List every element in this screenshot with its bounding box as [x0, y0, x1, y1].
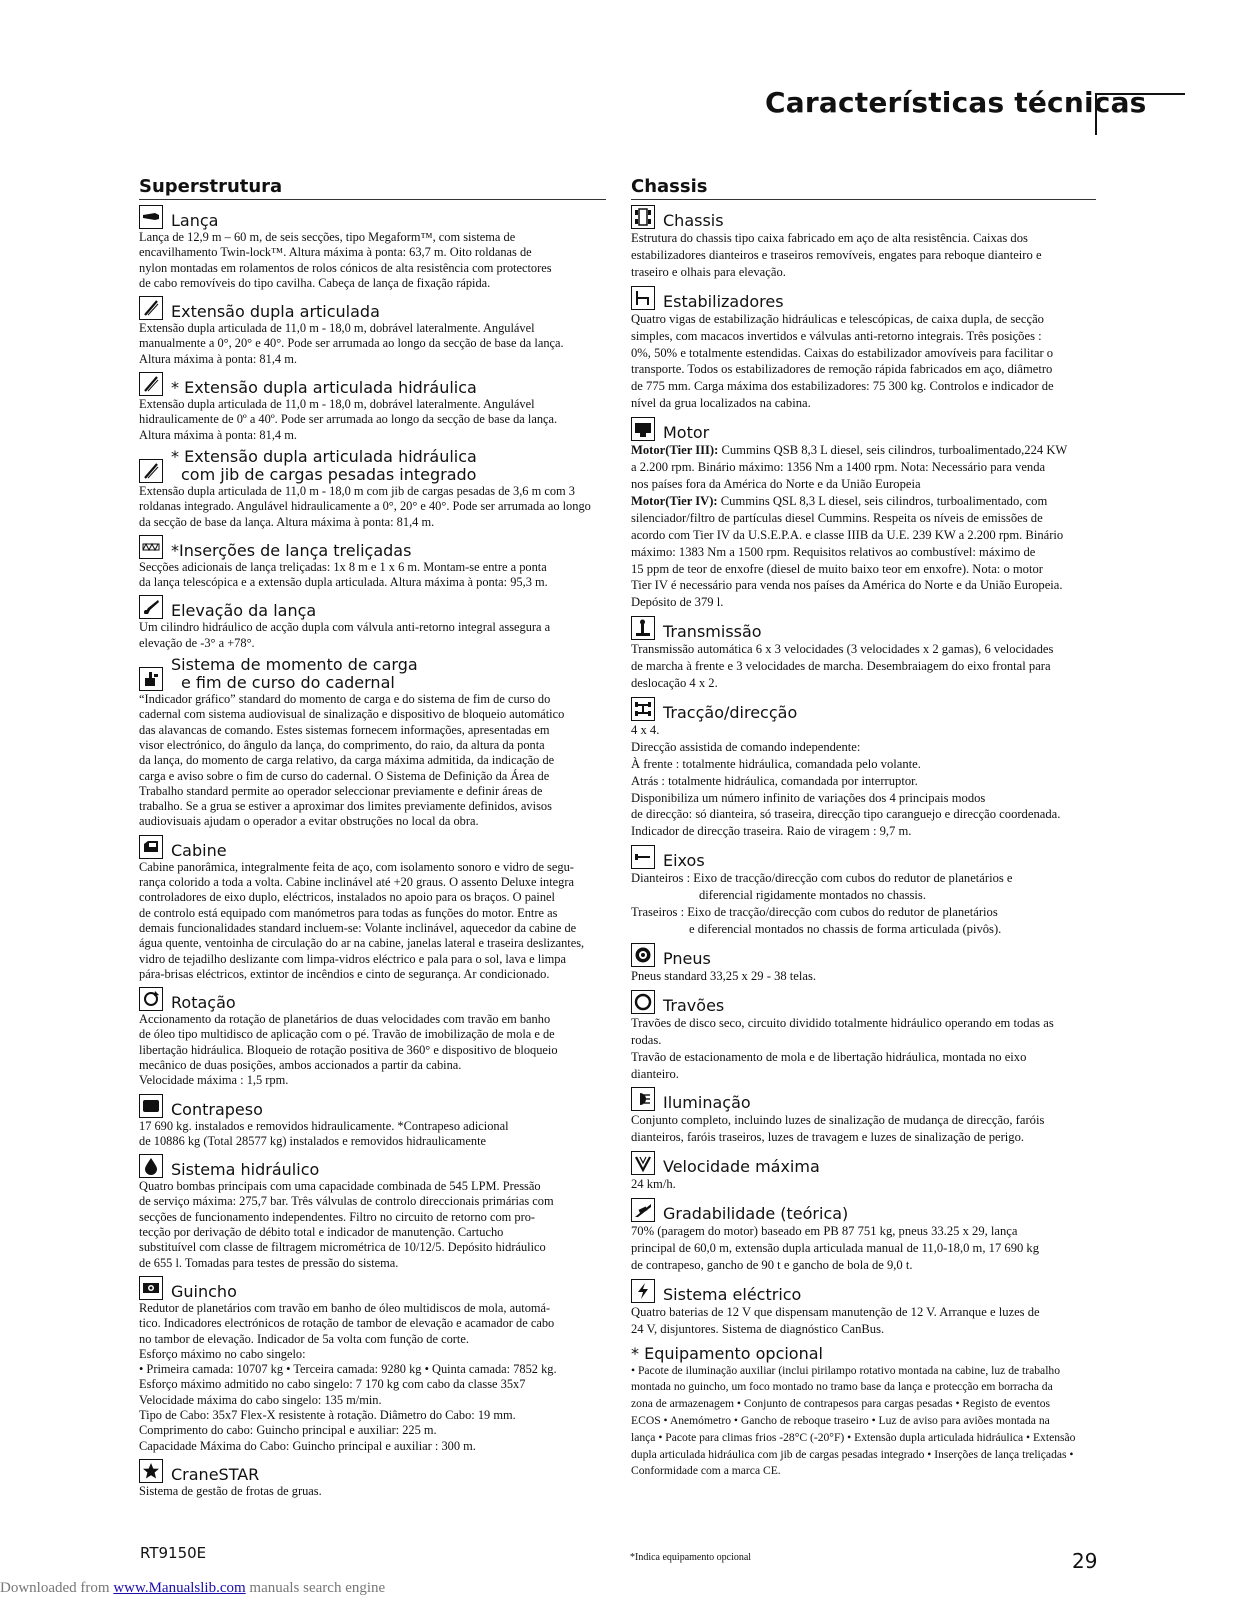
spec-line: de óleo tipo multidisco de aplicação com o pé. Travão de imobilização de mola e de	[139, 1027, 555, 1042]
spec-line: tecção por derivação de débito total e indicador de manutenção. Cartucho	[139, 1225, 504, 1240]
spec-line: Trabalho standard permite ao operador seleccionar previamente e definir áreas de	[139, 783, 543, 798]
spec-section-title-text	[171, 448, 477, 484]
spec-section-body	[631, 230, 1096, 281]
winch-icon	[139, 1276, 163, 1300]
transmission-icon	[631, 616, 655, 640]
spec-line: máximo: 1383 Nm a 1500 rpm. Requisitos relativos ao combustível: máximo de	[631, 544, 1036, 559]
download-footer	[0, 1580, 385, 1597]
spec-line: Quatro baterias de 12 V que dispensam manutenção de 12 V. Arranque e luzes de	[631, 1304, 1040, 1319]
spec-section	[631, 1279, 1096, 1338]
title-bracket	[1095, 93, 1185, 135]
optional-equipment-line: zona de armazenagem • Conjunto de contrapesos para cargas pesadas • Registo de eventos	[631, 1397, 1051, 1411]
counterweight-icon	[139, 1094, 163, 1118]
spec-line: À frente : totalmente hidráulica, comandada pelo volante.	[631, 756, 921, 771]
optional-equipment-line: Conformidade com a marca CE.	[631, 1464, 781, 1478]
optional-equipment-line: montada no guincho, um foco montado no tramo base da lança e protecção em borracha da	[631, 1380, 1053, 1394]
spec-line: acordo com Tier IV da U.S.E.P.A. e classe IIIB da U.E. 239 KW a 2.200 rpm. Binário	[631, 527, 1064, 542]
spec-line: nylon montadas em rolamentos de rolos cónicos de alta resistência com protectores	[139, 260, 552, 275]
spec-line: Sistema de gestão de frotas de gruas.	[139, 1483, 322, 1498]
spec-section-body	[631, 1176, 1096, 1193]
spec-section-title-text	[171, 1283, 237, 1301]
spec-section	[631, 1087, 1096, 1146]
engine-icon	[631, 417, 655, 441]
electrical-icon	[631, 1279, 655, 1303]
spec-line: Quatro vigas de estabilização hidráulicas e telescópicas, de caixa dupla, de secção	[631, 311, 1044, 326]
spec-section-title-line: Pneus	[663, 948, 711, 968]
spec-line: de marcha à frente e 3 velocidades de marcha. Desembraiagem do eixo frontal para	[631, 659, 1051, 674]
spec-line: rança colorido a toda a volta. Cabine inclinável até +20 graus. O assento Deluxe integra	[139, 875, 574, 890]
spec-line: substituível com classe de filtragem micrométrica de 10/12/5. Depósito hidráulico	[139, 1240, 546, 1255]
spec-line: Capacidade Máxima do Cabo: Guincho principal e auxiliar : 300 m.	[139, 1438, 476, 1453]
spec-section-body	[139, 620, 606, 651]
spec-line: Indicador de direcção traseira. Raio de viragem : 9,7 m.	[631, 824, 912, 839]
spec-section-title	[139, 1459, 606, 1483]
spec-section	[139, 656, 606, 830]
manualslib-link[interactable]: www.Manualslib.com	[113, 1580, 246, 1596]
spec-line: Dianteiros : Eixo de tracção/direcção com cubos do redutor de planetários e	[631, 871, 1013, 886]
spec-line: nível da grua localizados na cabina.	[631, 396, 811, 411]
spec-line: Accionamento da rotação de planetários de duas velocidades com travão em banho	[139, 1012, 551, 1027]
spec-line: traseiro e olhais para elevação.	[631, 264, 786, 279]
spec-section-body	[631, 442, 1096, 611]
spec-section-title	[139, 372, 606, 396]
spec-section-title-line: Cabine	[171, 840, 227, 860]
spec-section-title-text	[171, 656, 418, 692]
spec-section-body	[631, 870, 1096, 938]
spec-section	[139, 448, 606, 530]
spec-line: “Indicador gráfico” standard do momento de carga e do sistema de fim de curso do	[139, 692, 551, 707]
spec-line: simples, com macacos invertidos e válvulas anti-retorno integrais. Três posições :	[631, 328, 1042, 343]
spec-line: de serviço máxima: 275,7 bar. Três válvulas de controlo direccionais primárias com	[139, 1194, 554, 1209]
spec-section-title-text	[663, 997, 724, 1015]
spec-section-title-line: Gradabilidade (teórica)	[663, 1204, 849, 1224]
spec-section-title-text	[171, 842, 227, 860]
spec-line: Tipo de Cabo: 35x7 Flex-X resistente à rotação. Diâmetro do Cabo: 19 mm.	[139, 1408, 516, 1423]
spec-line: principal de 60,0 m, extensão dupla articulada manual de 11,0-18,0 m, 17 690 kg	[631, 1241, 1040, 1256]
spec-section-body	[139, 1119, 606, 1150]
spec-section-body	[631, 1112, 1096, 1146]
spec-section-title-text	[663, 424, 709, 442]
spec-line: de cabo removíveis do tipo cavilha. Cabeça de lança de fixação rápida.	[139, 275, 491, 290]
spec-section-title-line: Sistema eléctrico	[663, 1284, 802, 1304]
spec-section-title-text	[663, 852, 705, 870]
spec-line: Cabine panorâmica, integralmente feita de aço, com isolamento sonoro e vidro de segu-	[139, 859, 574, 874]
spec-section-body	[631, 968, 1096, 985]
download-suffix: manuals search engine	[245, 1580, 386, 1596]
spec-section	[631, 1198, 1096, 1274]
spec-section	[631, 616, 1096, 692]
spec-line: Extensão dupla articulada de 11,0 m - 18,0 m, dobrável lateralmente. Angulável	[139, 321, 535, 336]
spec-section-title	[631, 616, 1096, 640]
hydraulic-drop-icon	[139, 1154, 163, 1178]
spec-line: dianteiro.	[631, 1066, 679, 1081]
spec-line: de controlo está equipado com manómetros para todas as funções do motor. Entre as	[139, 905, 558, 920]
spec-line: no tambor de elevação. Indicador de 5a volta com função de corte.	[139, 1331, 469, 1346]
optional-equipment-line: ECOS • Anemómetro • Gancho de reboque traseiro • Luz de aviso para aviões montada na	[631, 1414, 1050, 1428]
spec-line: Direcção assistida de comando independente:	[631, 739, 861, 754]
spec-section	[139, 372, 606, 443]
spec-section-title-text	[171, 379, 477, 397]
spec-line: Disponibiliza um número infinito de variações dos 4 principais modos	[631, 790, 986, 805]
spec-section-body	[139, 321, 606, 367]
spec-line: Estrutura do chassis tipo caixa fabricado em aço de alta resistência. Caixas dos	[631, 231, 1028, 245]
spec-line: rodas.	[631, 1032, 662, 1047]
spec-line: Tier IV é necessário para venda nos países da América do Norte e da União Europeia.	[631, 578, 1063, 593]
spec-section-title-line: *Inserções de lança treliçadas	[171, 540, 412, 560]
cab-icon	[139, 835, 163, 859]
spec-section	[139, 1094, 606, 1150]
spec-line: Secções adicionais de lança treliçadas: 1x 8 m e 1 x 6 m. Montam-se entre a ponta	[139, 559, 547, 574]
spec-line: manualmente a 0°, 20° e 40°. Pode ser arrumada ao longo da secção de base da lança.	[139, 336, 564, 351]
spec-line: de direcção: só dianteira, só traseira, direcção tipo caranguejo e direcção coordenada.	[631, 807, 1061, 822]
spec-section-title-text	[171, 602, 316, 620]
spec-section-title-line: Rotação	[171, 993, 236, 1013]
spec-section-body	[139, 230, 606, 291]
spec-section-title	[631, 697, 1096, 721]
optional-equipment-line: lança • Pacote para climas frios -28°C (-20°F) • Extensão dupla articulada hidráulica • Extensão	[631, 1430, 1076, 1444]
spec-section-title	[631, 1087, 1096, 1111]
star-icon	[139, 1459, 163, 1483]
spec-section-body	[631, 311, 1096, 412]
spec-section-title-text	[663, 704, 797, 722]
spec-section-title-line: Estabilizadores	[663, 291, 784, 311]
spec-section-title-line: Motor	[663, 423, 710, 443]
footnote: *Indica equipamento opcional	[630, 1552, 752, 1563]
spec-line: Travão de estacionamento de mola e de libertação hidráulica, montada no eixo	[631, 1049, 1027, 1064]
spec-line: pára-brisas eléctricos, extintor de incêndios e cinto de segurança. Ar condicionado.	[139, 966, 550, 981]
engine-variant-label: Motor(Tier III):	[631, 443, 719, 458]
swing-icon	[139, 987, 163, 1011]
spec-section	[631, 697, 1096, 840]
speed-icon	[631, 1151, 655, 1175]
spec-section-title-text	[663, 212, 724, 230]
spec-section-title-text	[171, 1161, 319, 1179]
spec-line: Lança de 12,9 m – 60 m, de seis secções, tipo Megaform™, com sistema de	[139, 230, 516, 244]
spec-section	[139, 1154, 606, 1271]
spec-section-body	[631, 641, 1096, 692]
spec-section-title-text	[171, 1466, 259, 1484]
spec-line: a 2.200 rpm. Binário máximo: 1356 Nm a 1400 rpm. Nota: Necessário para venda	[631, 460, 1046, 475]
spec-line: hidraulicamente de 0º a 40º. Pode ser arrumada ao longo da secção de base da lança.	[139, 412, 558, 427]
spec-line: diferencial rigidamente montados no chassis.	[699, 888, 926, 903]
spec-line: libertação hidráulica. Bloqueio de rotação positiva de 360° e dispositivo de bloqueio	[139, 1042, 558, 1057]
spec-section	[139, 535, 606, 591]
jib-icon	[139, 459, 163, 483]
optional-equipment-line: • Pacote de iluminação auxiliar (inclui pirilampo rotativo montada na cabine, luz de trabalho	[631, 1363, 1061, 1377]
spec-line: cadernal com sistema audiovisual de sinalização e dispositivo de bloqueio automático	[139, 707, 565, 722]
spec-line: Extensão dupla articulada de 11,0 m - 18,0 m com jib de cargas pesadas de 3,6 m com 3	[139, 483, 575, 498]
spec-line: Altura máxima à ponta: 81,4 m.	[139, 351, 297, 366]
spec-line: 24 km/h.	[631, 1177, 676, 1192]
chassis-sections	[631, 205, 1096, 1338]
spec-section-title-text	[171, 303, 380, 321]
spec-section-title-line: e fim de curso do cadernal	[181, 673, 395, 693]
optional-equipment-title: * Equipamento opcional	[631, 1343, 823, 1363]
spec-section-title-line: Chassis	[663, 211, 724, 230]
spec-line: visor electrónico, do ângulo da lança, do comprimento, do raio, da altura da ponta	[139, 737, 545, 752]
spec-section-title	[631, 417, 1096, 441]
chassis-heading: Chassis	[631, 176, 1096, 200]
spec-line: de contrapeso, gancho de 90 t e gancho de bola de 9,0 t.	[631, 1257, 913, 1272]
spec-section-body	[139, 1301, 606, 1454]
spec-line: das alavancas de comando. Estes sistemas fornecem informações, apresentadas em	[139, 722, 550, 737]
spec-section-title-line: com jib de cargas pesadas integrado	[181, 464, 477, 484]
spec-section-title-line: Eixos	[663, 851, 705, 871]
spec-line	[631, 493, 1096, 510]
spec-line: Esforço máximo no cabo singelo:	[139, 1346, 306, 1361]
spec-line: e diferencial montados no chassis de forma articulada (pivôs).	[689, 922, 1002, 936]
spec-section-title-line: Contrapeso	[171, 1099, 263, 1119]
spec-line: Altura máxima à ponta: 81,4 m.	[139, 427, 297, 442]
spec-section-title	[139, 987, 606, 1011]
spec-section-body	[631, 722, 1096, 840]
spec-section-title	[631, 943, 1096, 967]
spec-section-title-line: Sistema hidráulico	[171, 1160, 320, 1180]
spec-section-title	[139, 448, 606, 483]
spec-section	[631, 1151, 1096, 1193]
spec-section-body	[139, 484, 606, 530]
outrigger-icon	[631, 286, 655, 310]
spec-section-title-line: Extensão dupla articulada	[171, 302, 380, 322]
spec-section-title-text	[663, 950, 711, 968]
page-title: Características técnicas	[765, 86, 1147, 119]
spec-line: Quatro bombas principais com uma capacidade combinada de 545 LPM. Pressão	[139, 1179, 541, 1194]
spec-line: controladores de eixo duplo, eléctricos, instalados no apoio para os braços. O painel	[139, 890, 555, 905]
spec-section-title-text	[171, 1101, 263, 1119]
optional-equipment-line: dupla articulada hidráulica com jib de cargas pesadas integrado • Inserções de lança treliçadas •	[631, 1447, 1074, 1461]
spec-section-body	[139, 560, 606, 591]
spec-section-title	[139, 1154, 606, 1178]
boom-lift-icon	[139, 595, 163, 619]
spec-line: Pneus standard 33,25 x 29 - 38 telas.	[631, 968, 817, 983]
spec-section-title	[631, 205, 1096, 229]
spec-line: audiovisuais ajudam o operador a evitar obstruções no local da obra.	[139, 814, 479, 829]
jib-icon	[139, 372, 163, 396]
spec-line: Transmissão automática 6 x 3 velocidades (3 velocidades x 2 gamas), 6 velocidades	[631, 642, 1054, 657]
spec-section-title-text	[663, 1158, 820, 1176]
spec-line: trabalho. Se a grua se estiver a aproximar dos limites previamente definidos, avisos	[139, 799, 552, 814]
spec-section-title-line: * Extensão dupla articulada hidráulica	[171, 378, 477, 398]
download-prefix: Downloaded from	[0, 1580, 114, 1596]
spec-line: 17 690 kg. instalados e removidos hidraulicamente. *Contrapeso adicional	[139, 1118, 509, 1133]
spec-line: Velocidade máxima : 1,5 rpm.	[139, 1073, 289, 1088]
spec-line: silenciador/filtro de partículas diesel Cummins. Respeita os níveis de emissões de	[631, 510, 1043, 525]
spec-section-body	[631, 1223, 1096, 1274]
spec-section-title-text	[663, 293, 784, 311]
spec-line: Travões de disco seco, circuito dividido totalmente hidráulico operando em todas as	[631, 1015, 1054, 1030]
spec-line: Comprimento do cabo: Guincho principal e auxiliar: 225 m.	[139, 1423, 437, 1438]
spec-line: secções de funcionamento independentes. Filtro no circuito de retorno com pro-	[139, 1209, 536, 1224]
spec-section	[631, 845, 1096, 938]
brake-icon	[631, 990, 655, 1014]
spec-section	[631, 417, 1096, 611]
spec-section-title	[139, 656, 606, 691]
spec-section	[139, 987, 606, 1088]
spec-line: água quente, ventoinha de circulação do ar na cabine, janelas lateral e traseira deslizantes,	[139, 936, 585, 951]
spec-line: 4 x 4.	[631, 722, 660, 737]
spec-line: elevação de -3° a +78°.	[139, 635, 255, 650]
gradeability-icon	[631, 1198, 655, 1222]
spec-line: vidro de tejadilho deslizante com limpa-vidros eléctrico e pala para o sol, lava e limpa	[139, 951, 566, 966]
spec-line: Traseiros : Eixo de tracção/direcção com cubos do redutor de planetários	[631, 905, 998, 920]
spec-section-title	[631, 1279, 1096, 1303]
chassis-column	[631, 176, 1096, 1480]
spec-section-body	[631, 1304, 1096, 1338]
chassis-icon	[631, 205, 655, 229]
spec-line: Esforço máximo admitido no cabo singelo: 7 170 kg com cabo da classe 35x7	[139, 1377, 526, 1392]
spec-line: Redutor de planetários com travão em banho de óleo multidiscos de mola, automá-	[139, 1300, 551, 1315]
spec-section-title	[139, 296, 606, 320]
spec-line-text: Cummins QSB 8,3 L diesel, seis cilindros, turboalimentado,224 KW	[718, 443, 1068, 458]
spec-section-title	[139, 1276, 606, 1300]
spec-line: Extensão dupla articulada de 11,0 m - 18,0 m, dobrável lateralmente. Angulável	[139, 397, 535, 412]
page-number: 29	[1072, 1549, 1098, 1573]
spec-line: da lança telescópica e a extensão dupla articulada. Altura máxima à ponta: 95,3 m.	[139, 575, 548, 590]
spec-section-body	[139, 1179, 606, 1271]
spec-line	[631, 442, 1096, 459]
spec-section-title-line: Transmissão	[663, 622, 762, 642]
spec-line: de 775 mm. Carga máxima dos estabilizadores: 75 300 kg. Controlos e indicador de	[631, 379, 1054, 394]
spec-section-body	[139, 860, 606, 982]
spec-section-title-text	[171, 994, 236, 1012]
spec-line: 70% (paragem do motor) baseado em PB 87 751 kg, pneus 33.25 x 29, lança	[631, 1224, 1018, 1239]
spec-line: 24 V, disjuntores. Sistema de diagnóstico CanBus.	[631, 1321, 885, 1336]
spec-section	[139, 1459, 606, 1499]
spec-section-title-line: Elevação da lança	[171, 601, 317, 621]
spec-section-title-text	[171, 542, 411, 560]
spec-section-body	[631, 1015, 1096, 1083]
spec-line: deslocação 4 x 2.	[631, 676, 718, 691]
spec-section-title-text	[663, 1286, 801, 1304]
spec-line: 0%, 50% e totalmente estendidas. Caixas do estabilizador amovíveis para facilitar o	[631, 345, 1054, 360]
spec-section-body	[139, 1012, 606, 1088]
spec-section-body	[139, 1484, 606, 1499]
superstructure-column	[139, 176, 606, 1499]
superstructure-sections	[139, 205, 606, 1499]
spec-section	[139, 205, 606, 291]
spec-line: carga e aviso sobre o fim de curso do cadernal. O Sistema de Definição da Área de	[139, 768, 550, 783]
spec-line: de 10886 kg (Total 28577 kg) instalados e removidos hidraulicamente	[139, 1133, 487, 1148]
spec-line: Um cilindro hidráulico de acção dupla com válvula anti-retorno integral assegura a	[139, 620, 551, 635]
spec-line: da lança, do momento de carga relativo, da carga máxima admitida, da indicação de	[139, 753, 555, 768]
spec-section-title-line: Guincho	[171, 1281, 237, 1301]
spec-line: estabilizadores dianteiros e traseiros removíveis, engates para reboque dianteiro e	[631, 247, 1042, 262]
spec-line: mecânico de duas posições, ambos accionados a partir da cabina.	[139, 1057, 462, 1072]
spec-section-title-line: Tracção/direcção	[663, 702, 798, 722]
engine-variant-label: Motor(Tier IV):	[631, 493, 718, 508]
spec-section-title-line: Lança	[171, 211, 219, 230]
spec-section-title	[139, 205, 606, 229]
lighting-icon	[631, 1087, 655, 1111]
axle-icon	[631, 845, 655, 869]
spec-line: transporte. Todos os estabilizadores de remoção rápida fabricados em aço, diâmetro	[631, 362, 1053, 377]
jib-icon	[139, 296, 163, 320]
spec-line: tico. Indicadores electrónicos de rotação de tambor de elevação e acamador de cabo	[139, 1316, 555, 1331]
boom-icon	[139, 205, 163, 229]
spec-line: encavilhamento Twin-lock™. Altura máxima à ponta: 63,7 m. Oito roldanas de	[139, 245, 532, 260]
spec-line: 15 ppm de teor de enxofre (diesel de muito baixo teor em enxofre). Nota: o motor	[631, 561, 1043, 576]
spec-line: de 655 l. Tomadas para testes de pressão do sistema.	[139, 1255, 399, 1270]
spec-section-title	[631, 1198, 1096, 1222]
spec-section-title-line: * Extensão dupla articulada hidráulica	[171, 446, 477, 466]
spec-line: Velocidade máxima do cabo singelo: 135 m/min.	[139, 1392, 382, 1407]
spec-section-title-line: CraneSTAR	[171, 1464, 260, 1484]
spec-section-title-line: Velocidade máxima	[663, 1157, 820, 1177]
model-name: RT9150E	[140, 1544, 207, 1562]
spec-section-title-text	[663, 1205, 848, 1223]
spec-section-title	[139, 595, 606, 619]
spec-section	[139, 1276, 606, 1454]
spec-section-title	[139, 1094, 606, 1118]
spec-line: Atrás : totalmente hidráulica, comandada por interruptor.	[631, 773, 918, 788]
spec-section-title	[631, 845, 1096, 869]
spec-section-title-text	[171, 212, 218, 230]
spec-line: da secção de base da lança. Altura máxima à ponta: 81,4 m.	[139, 514, 435, 529]
spec-section-title	[139, 535, 606, 559]
spec-section	[139, 296, 606, 367]
spec-line: nos países fora da América do Norte e da União Europeia	[631, 476, 921, 491]
spec-section	[631, 205, 1096, 281]
tire-icon	[631, 943, 655, 967]
spec-section-title-text	[663, 623, 762, 641]
lattice-icon	[139, 535, 163, 559]
spec-section-title	[631, 990, 1096, 1014]
spec-section-body	[139, 692, 606, 830]
spec-section-title-line: Sistema de momento de carga	[171, 655, 418, 675]
superstructure-heading: Superstrutura	[139, 176, 606, 200]
spec-line: roldanas integrado. Angulável hidraulicamente a 0°, 20° e 40°. Pode ser arrumada ao longo	[139, 499, 591, 514]
spec-section-body	[139, 397, 606, 443]
spec-line-text: Cummins QSL 8,3 L diesel, seis cilindros, turboalimentado, com	[717, 493, 1048, 508]
spec-line: • Primeira camada: 10707 kg • Terceira camada: 9280 kg • Quinta camada: 7852 kg.	[139, 1362, 557, 1377]
spec-line: Conjunto completo, incluindo luzes de sinalização de mudança de direcção, faróis	[631, 1113, 1045, 1128]
steering-icon	[631, 697, 655, 721]
spec-section	[631, 943, 1096, 985]
spec-line: dianteiros, faróis traseiros, luzes de travagem e luzes de sinalização de perigo.	[631, 1130, 1025, 1145]
spec-section-title-line: Travões	[663, 995, 725, 1015]
load-moment-icon	[139, 667, 163, 691]
spec-section-title	[139, 835, 606, 859]
spec-section-title	[631, 1151, 1096, 1175]
spec-line: demais funcionalidades standard incluem-se: Volante inclinável, aquecedor da cabine de	[139, 920, 577, 935]
spec-section	[631, 990, 1096, 1083]
spec-section	[139, 835, 606, 982]
optional-equipment-body	[631, 1363, 1096, 1481]
spec-section-title-line: Iluminação	[663, 1093, 751, 1113]
spec-section	[139, 595, 606, 651]
spec-line: Depósito de 379 l.	[631, 595, 724, 610]
spec-section	[631, 286, 1096, 412]
spec-section-title	[631, 286, 1096, 310]
spec-section-title-text	[663, 1094, 751, 1112]
